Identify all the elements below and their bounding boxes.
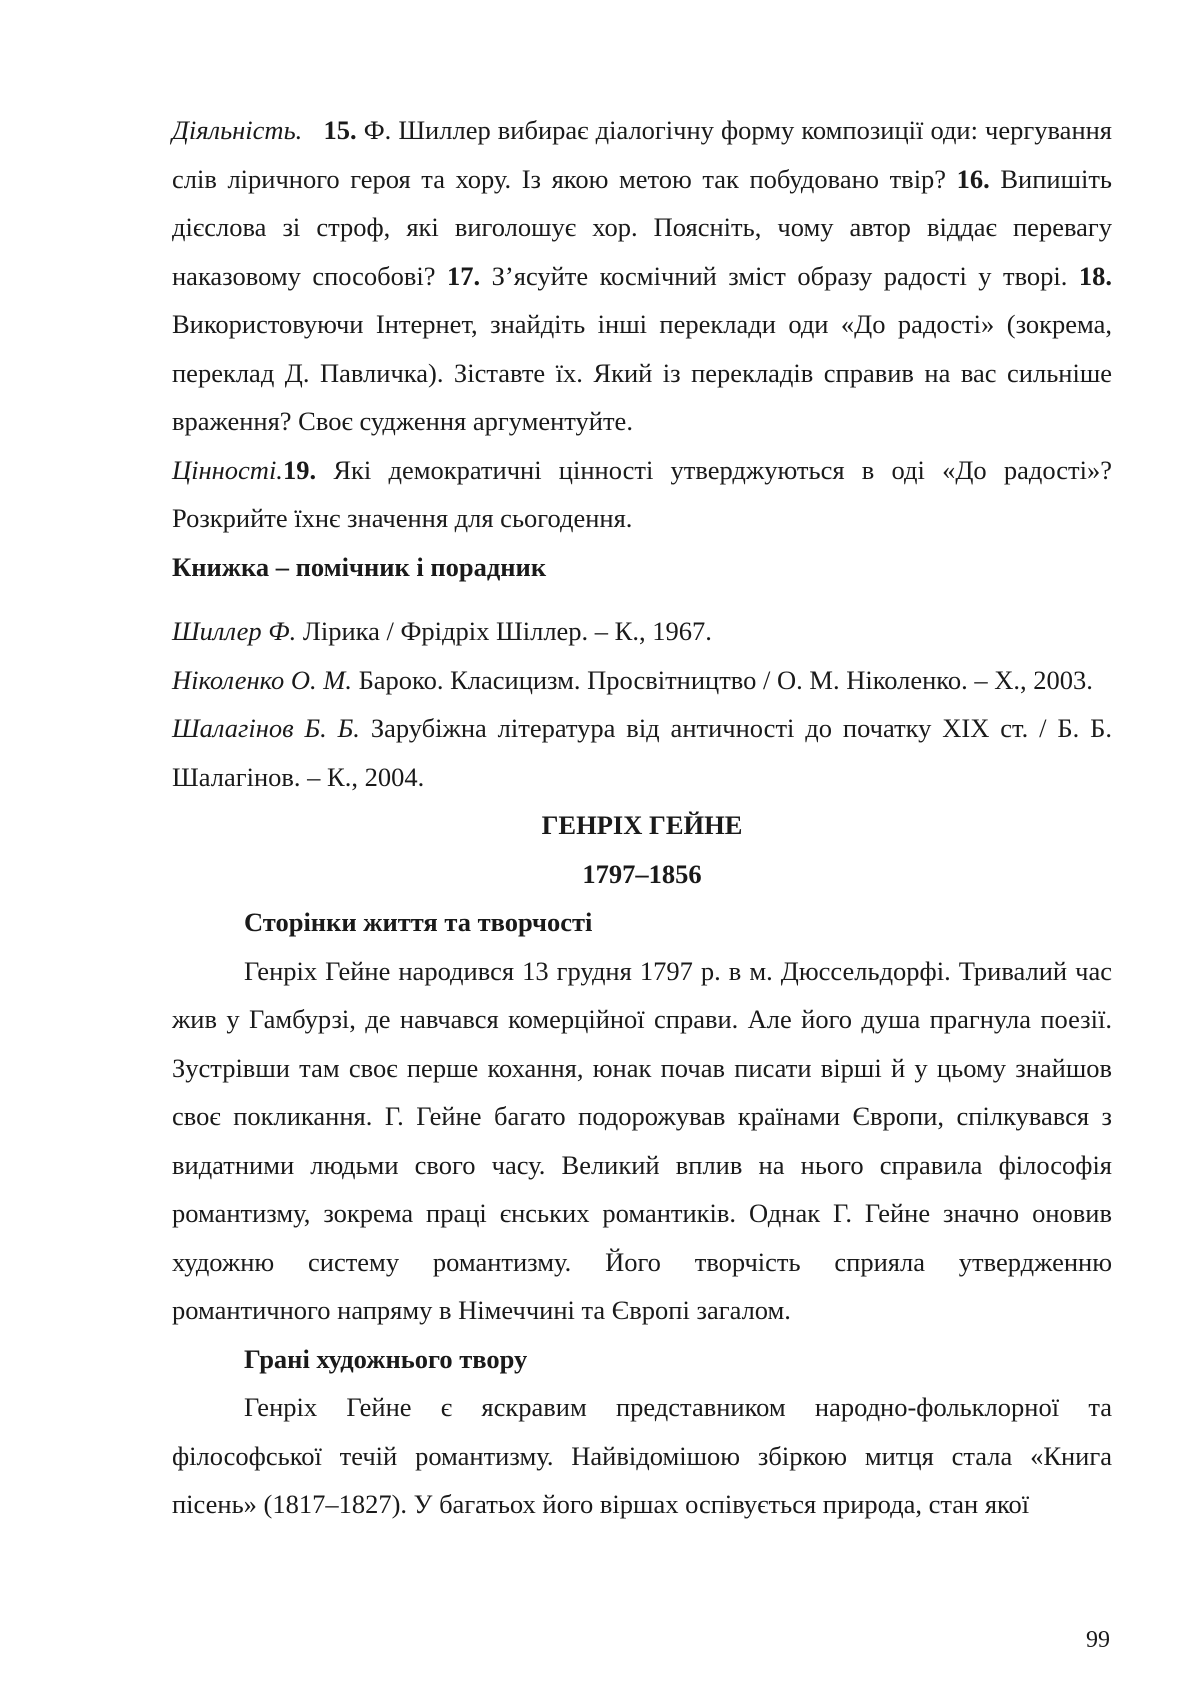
activity-questions	[172, 106, 1112, 446]
book-entry	[172, 607, 1112, 656]
life-heading: Сторінки життя та творчості	[244, 907, 593, 937]
q17-text: З’ясуйте космічний зміст образу радості у творі.	[491, 260, 1068, 291]
book-author: Ніколенко О. М.	[172, 664, 352, 695]
q16-text: Випишіть дієслова зі строф, які виголошує хор. Поясніть, чому автор віддає перевагу наказовому способові?	[172, 163, 1113, 291]
books-heading: Книжка – помічник і порадник	[172, 551, 547, 582]
book-entry	[172, 656, 1112, 705]
work-paragraph: Генріх Гейне є яскравим представником народно-фольклорної та філософської течій романтизму. Найвідомішою збіркою митця стала «Книга пісень» (1817–1827). У багатьох його віршах оспівується природа, стан якої	[172, 1392, 1112, 1519]
author-name: ГЕНРІХ ГЕЙНЕ	[541, 810, 743, 840]
q19-number: 19.	[282, 454, 317, 485]
activity-label: Діяльність.	[172, 115, 303, 145]
q18-number: 18.	[1078, 260, 1113, 291]
q17-number: 17.	[447, 260, 481, 291]
q19-text: Які демократичні цінності утверджуються в оді «До радості»? Розкрийте їхнє значення для сьогодення.	[172, 454, 1113, 533]
page-content	[172, 106, 1112, 1529]
values-label: Цінності.	[172, 454, 283, 485]
life-paragraph: Генріх Гейне народився 13 грудня 1797 р. в м. Дюссельдорфі. Тривалий час жив у Гамбурзі, де навчався комерційної справи. Але його душа прагнула поезії. Зустрівши там своє перше кохання, юнак почав писати вірші й у цьому знайшов своє покликання. Г. Гейне багато подорожував країнами Європи, спілкувався з видатними людьми свого часу. Великий вплив на нього справила філософія романтизму, зокрема праці єнських романтиків. Однак Г. Гейне значно оновив художню систему романтизму. Його творчість сприяла утвердженню романтичного напряму в Німеччині та Європі загалом.	[172, 955, 1112, 1325]
page-number: 99	[1086, 1627, 1110, 1653]
q15-text: Ф. Шиллер вибирає діалогічну форму композиції оди: чергування слів ліричного героя та хору. Із якою метою так побудовано твір?	[172, 115, 1112, 194]
book-details: Зарубіжна література від античності до початку ХІХ ст. / Б. Б. Шалагінов. – К., 2004.	[172, 713, 1112, 792]
book-author: Шалагінов Б. Б.	[172, 713, 360, 743]
book-entry	[172, 704, 1112, 801]
q16-number: 16.	[956, 163, 990, 194]
q18-text: Використовуючи Інтернет, знайдіть інші переклади оди «До радості» (зокрема, переклад Д. Павличка). Зіставте їх. Який із перекладів справив на вас сильніше враження? Своє судження аргументуйте.	[172, 309, 1112, 436]
book-details: Бароко. Класицизм. Просвітництво / О. М. Ніколенко. – Х., 2003.	[358, 664, 1093, 695]
work-heading: Грані художнього твору	[244, 1343, 528, 1374]
author-years: 1797–1856	[582, 858, 702, 889]
q15-number: 15.	[323, 115, 357, 145]
book-details: Лірика / Фрідріх Шіллер. – К., 1967.	[302, 616, 712, 646]
values-question	[172, 446, 1112, 543]
book-author: Шиллер Ф.	[172, 616, 297, 646]
